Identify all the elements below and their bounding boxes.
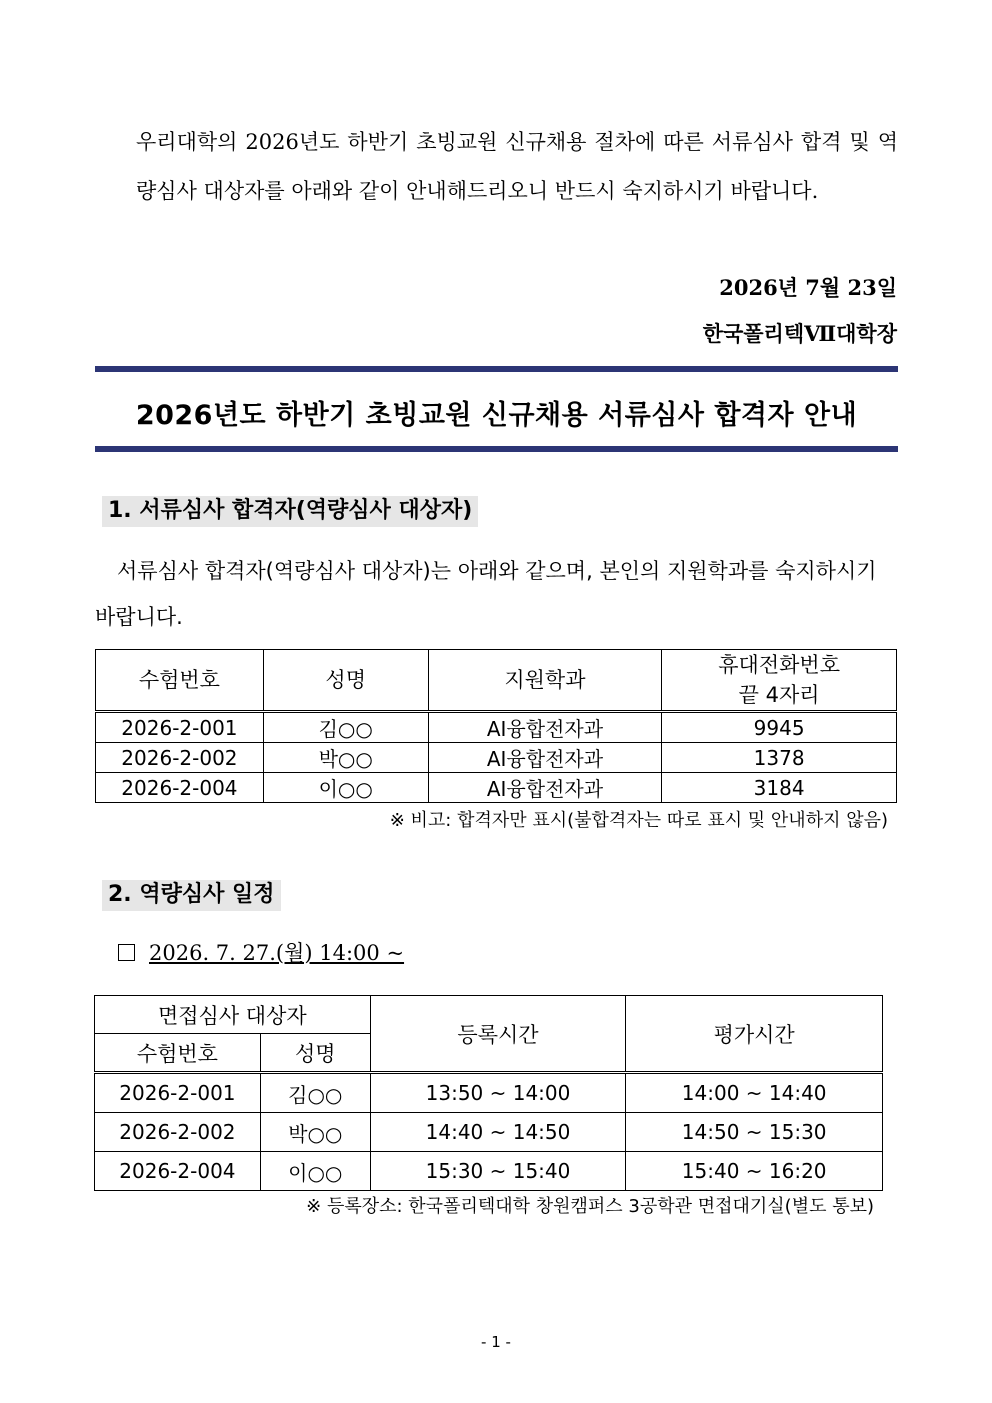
section1-paragraph bbox=[95, 548, 898, 640]
cell-phone: 1378 bbox=[662, 743, 897, 773]
intro-text: 우리대학의 2026년도 하반기 초빙교원 신규채용 절차에 따른 서류심사 합격 및 역량심사 대상자를 아래와 같이 안내해드리오니 반드시 숙지하시기 바랍니다. bbox=[136, 130, 898, 203]
table-header-row bbox=[95, 996, 883, 1034]
section2-note: ※ 등록장소: 한국폴리텍대학 창원캠퍼스 3공학관 면접대기실(별도 통보) bbox=[306, 1196, 874, 1217]
title-top-rule bbox=[95, 366, 898, 372]
col-name: 성명 bbox=[260, 1034, 370, 1073]
cell-name: 김○○ bbox=[263, 712, 428, 743]
section1-heading-wrap bbox=[102, 493, 478, 524]
cell-evaluation-time: 14:00 ~ 14:40 bbox=[626, 1073, 883, 1113]
table-row bbox=[96, 743, 897, 773]
schedule-table bbox=[94, 995, 883, 1191]
page-title: 2026년도 하반기 초빙교원 신규채용 서류심사 합격자 안내 bbox=[135, 400, 858, 431]
cell-evaluation-time: 14:50 ~ 15:30 bbox=[626, 1113, 883, 1152]
cell-exam-number: 2026-2-002 bbox=[95, 1113, 261, 1152]
table-row bbox=[95, 1113, 883, 1152]
notice-date: 2026년 7월 23일 bbox=[719, 275, 897, 300]
col-phone bbox=[662, 650, 897, 712]
cell-name: 이○○ bbox=[263, 773, 428, 803]
col-exam-number: 수험번호 bbox=[96, 650, 264, 712]
col-phone-line1: 휴대전화번호 bbox=[718, 653, 840, 677]
table-row bbox=[96, 773, 897, 803]
col-department: 지원학과 bbox=[428, 650, 662, 712]
cell-exam-number: 2026-2-004 bbox=[96, 773, 264, 803]
cell-phone: 9945 bbox=[662, 712, 897, 743]
table-row bbox=[95, 1073, 883, 1113]
cell-department: AI융합전자과 bbox=[428, 773, 662, 803]
cell-exam-number: 2026-2-002 bbox=[96, 743, 264, 773]
table-header-row bbox=[96, 650, 897, 712]
section2-heading-wrap bbox=[102, 877, 281, 908]
cell-exam-number: 2026-2-001 bbox=[96, 712, 264, 743]
cell-department: AI융합전자과 bbox=[428, 743, 662, 773]
cell-phone: 3184 bbox=[662, 773, 897, 803]
schedule-datetime: 2026. 7. 27.(월) 14:00 ~ bbox=[149, 941, 405, 965]
col-registration-time: 등록시간 bbox=[370, 996, 626, 1073]
cell-registration-time: 14:40 ~ 14:50 bbox=[370, 1113, 626, 1152]
col-exam-number: 수험번호 bbox=[95, 1034, 261, 1073]
cell-exam-number: 2026-2-004 bbox=[95, 1152, 261, 1191]
cell-name: 김○○ bbox=[260, 1073, 370, 1113]
col-phone-line2: 끝 4자리 bbox=[738, 683, 820, 707]
section2-heading: 2. 역량심사 일정 bbox=[102, 880, 281, 911]
col-group-interviewees: 면접심사 대상자 bbox=[95, 996, 371, 1034]
table-row bbox=[96, 712, 897, 743]
cell-department: AI융합전자과 bbox=[428, 712, 662, 743]
page-number: - 1 - bbox=[481, 1333, 511, 1351]
col-evaluation-time: 평가시간 bbox=[626, 996, 883, 1073]
schedule-line bbox=[118, 937, 404, 967]
table-row bbox=[95, 1152, 883, 1191]
section1-heading: 1. 서류심사 합격자(역량심사 대상자) bbox=[102, 496, 478, 527]
intro-paragraph bbox=[108, 118, 898, 216]
cell-registration-time: 13:50 ~ 14:00 bbox=[370, 1073, 626, 1113]
checkbox-square-icon bbox=[118, 944, 135, 961]
cell-name: 이○○ bbox=[260, 1152, 370, 1191]
signer: 한국폴리텍Ⅶ대학장 bbox=[702, 321, 897, 346]
applicants-table bbox=[95, 649, 897, 803]
cell-exam-number: 2026-2-001 bbox=[95, 1073, 261, 1113]
cell-name: 박○○ bbox=[263, 743, 428, 773]
col-name: 성명 bbox=[263, 650, 428, 712]
cell-evaluation-time: 15:40 ~ 16:20 bbox=[626, 1152, 883, 1191]
cell-name: 박○○ bbox=[260, 1113, 370, 1152]
section1-note: ※ 비고: 합격자만 표시(불합격자는 따로 표시 및 안내하지 않음) bbox=[389, 810, 888, 831]
title-bottom-rule bbox=[95, 446, 898, 452]
cell-registration-time: 15:30 ~ 15:40 bbox=[370, 1152, 626, 1191]
section1-text: 서류심사 합격자(역량심사 대상자)는 아래와 같으며, 본인의 지원학과를 숙지하시기 바랍니다. bbox=[95, 559, 877, 629]
